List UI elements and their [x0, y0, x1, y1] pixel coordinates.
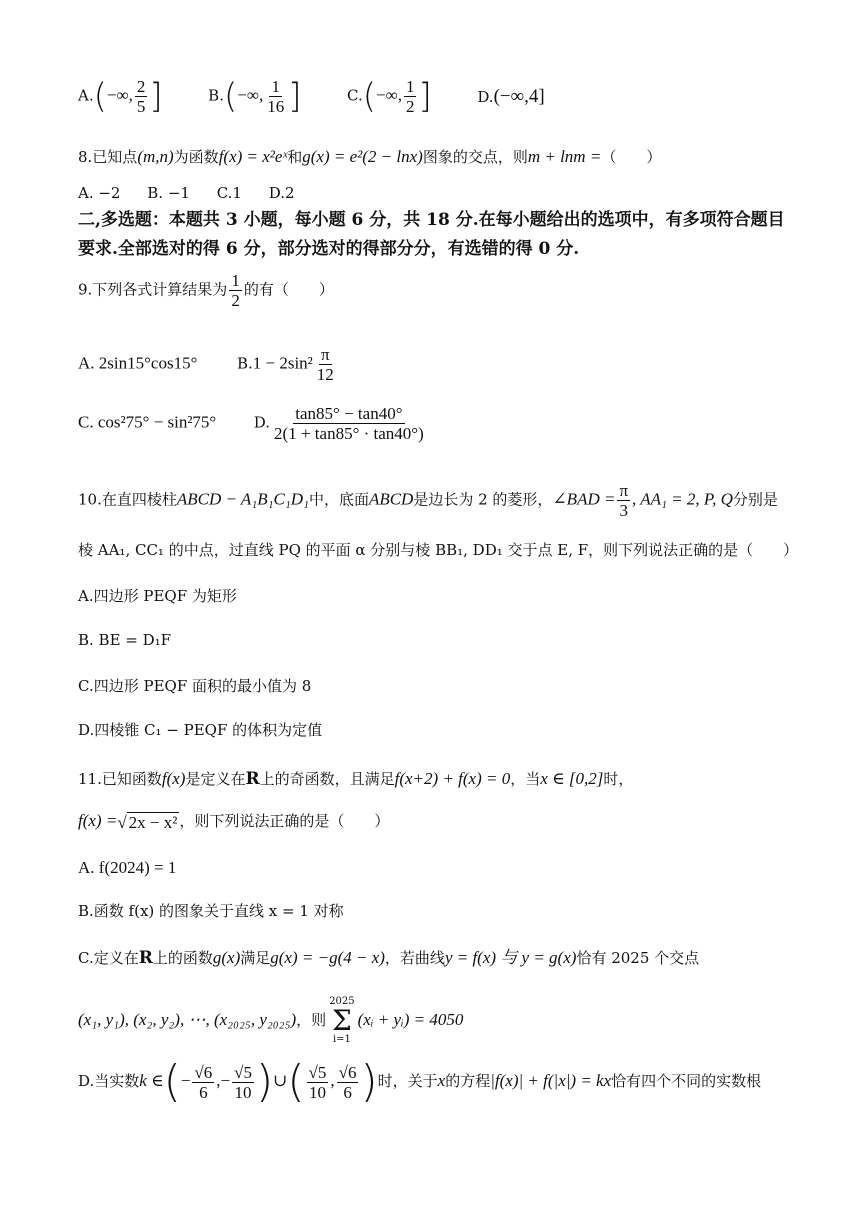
q9-option-d: D. $\frac{\tan 85^\circ - \tan 40^\circ}{2(1 + \tan 85^\circ \cdot \tan 40^\circ)}$ — [253, 404, 424, 443]
q10-option-b: B. BE = D₁F — [78, 631, 172, 649]
q9-options-cd — [78, 405, 428, 442]
q10-stem-line2: 棱 AA₁, CC₁ 的中点，过直线 PQ 的平面 α 分别与棱 BB₁, DD₁ 交于点 E, F，则下列说法正确的是（ ） — [78, 541, 799, 559]
section2-heading-line2: 要求.全部选对的得 6 分，部分选对的得部分分，有选错的得 0 分. — [78, 239, 580, 259]
q11-option-b: B.函数 f(x) 的图象关于直线 x = 1 对称 — [78, 902, 344, 920]
q8-options — [78, 186, 295, 201]
q8-option-c: C.1 — [216, 184, 242, 202]
q10-option-d: D.四棱锥 C₁ − PEQF 的体积为定值 — [78, 721, 323, 739]
q9-option-c: C. cos²75° − sin²75° — [78, 412, 217, 432]
q11-option-c-line2: (x₁, y₁), (x₂, y₂), ⋯, (x₂₀₂₅, y₂₀₂₅)，则 2025 Σ i=1 (xᵢ + yᵢ) = 4050 — [78, 996, 464, 1045]
q7-options-row — [78, 78, 545, 115]
q8-option-d: D.2 — [268, 184, 295, 202]
q11-stem-line2: f(x) =√ 2x − x² ，则下列说法正确的是（ ） — [78, 811, 390, 832]
section2-heading-line1: 二,多选题：本题共 3 小题，每小题 6 分，共 18 分.在每小题给出的选项中，有多项符合题目 — [78, 210, 785, 230]
summation-symbol: 2025 Σ i=1 — [329, 996, 355, 1045]
q9-option-b: B.1 − 2sin² $\frac{\pi}{12}$ — [236, 345, 334, 384]
q11-option-a: A. f(2024) = 1 — [78, 858, 177, 877]
q10-stem-line1: 10.在直四棱柱ABCD − A₁B₁C₁D₁中，底面ABCD是边长为 2 的菱形，∠BAD = $\frac{\pi}{3}$ , AA₁ = 2, P, Q分别是 — [78, 481, 778, 520]
q9-option-a: A. 2sin15°cos15° — [78, 353, 198, 373]
q7-option-c: C.(−∞, $\frac{1}{2}$ ] — [347, 76, 432, 117]
q7-option-b: B.(−∞, $\frac{1}{16}$ ] — [208, 76, 302, 117]
q9-options-ab — [78, 346, 338, 383]
q11-option-d: D.当实数k ∈(− $\frac{√6}{6}$ ,− $\frac{√5}{10}$ )∪( $\frac{√5}{10}$ , $\frac{√6}{6}$ )时，关于x的方程|f(x)| + f(|x|) = kx恰有四个不同的实数根 — [78, 1056, 762, 1107]
q11-option-c-line1: C.定义在R上的函数g(x)满足g(x) = −g(4 − x)，若曲线y = f(x) 与 y = g(x)恰有 2025 个交点 — [78, 948, 700, 968]
q7-option-d: D.(−∞,4] — [477, 86, 545, 107]
q8-stem: 8.已知点(m,n)为函数f(x) = x²eˣ和g(x) = e²(2 − lnx)图象的交点，则m + lnm =（ ） — [78, 147, 662, 166]
q10-option-a: A.四边形 PEQF 为矩形 — [78, 587, 237, 605]
q7-option-a: A.(−∞, $\frac{2}{5}$ ] — [78, 76, 163, 117]
q9-stem: 9.下列各式计算结果为 $\frac{1}{2}$ 的有（ ） — [78, 271, 334, 310]
q11-stem-line1: 11.已知函数f(x)是定义在R上的奇函数，且满足f(x+2) + f(x) = 0，当x ∈ [0,2]时， — [78, 769, 634, 789]
q8-option-b: B. −1 — [147, 184, 190, 202]
q10-option-c: C.四边形 PEQF 面积的最小值为 8 — [78, 677, 312, 695]
q8-option-a: A. −2 — [78, 184, 121, 202]
